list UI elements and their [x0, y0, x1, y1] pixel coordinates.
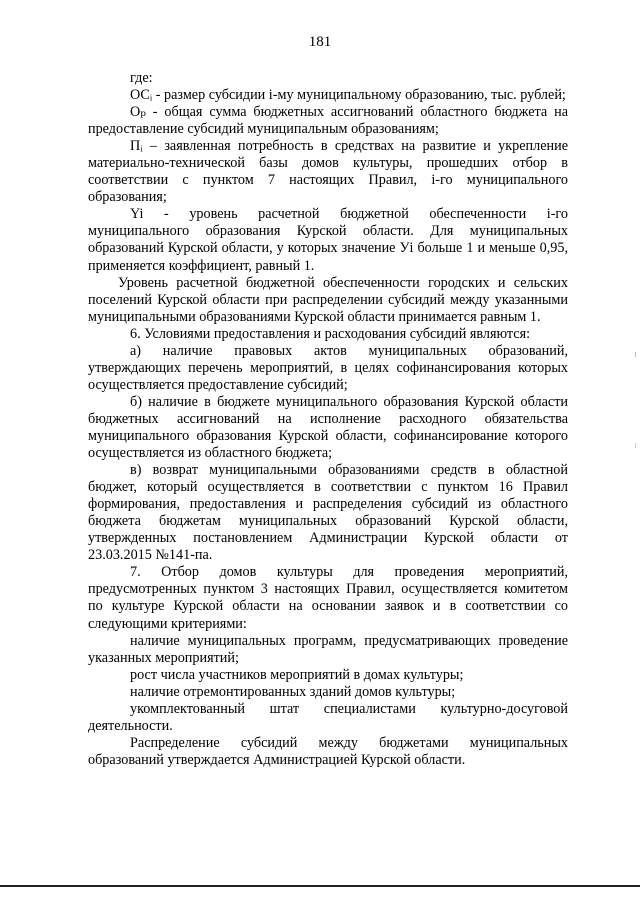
paragraph: наличие муниципальных программ, предусматривающих проведение указанных мероприятий;	[88, 632, 568, 666]
document-body	[88, 70, 568, 769]
paragraph: Yi - уровень расчетной бюджетной обеспеченности i-го муниципального образования Курской области. Для муниципальных образований Курской области, у которых значение Уi больше 1 и меньше 0,95, применяется коэффициент, равный 1.	[88, 206, 568, 274]
paragraph: Оₚ - общая сумма бюджетных ассигнований областного бюджета на предоставление субсидий муниципальным образованиям;	[88, 104, 568, 138]
paragraph: рост числа участников мероприятий в домах культуры;	[130, 666, 464, 683]
paragraph: наличие отремонтированных зданий домов культуры;	[130, 683, 456, 700]
paragraph: укомплектованный штат специалистами культурно-досуговой деятельности.	[88, 700, 568, 734]
paragraph: б) наличие в бюджете муниципального образования Курской области бюджетных ассигнований на исполнение расходного обязательства муниципального образования Курской области, софинансирование которого осуществляется из областного бюджета;	[88, 393, 568, 462]
paragraph: Распределение субсидий между бюджетами муниципальных образований утверждается Администрацией Курской области.	[88, 734, 568, 768]
paragraph: 7. Отбор домов культуры для проведения мероприятий, предусмотренных пунктом 3 настоящих Правил, осуществляется комитетом по культуре Курской области на основании заявок и в соответствии со следующими критериями:	[88, 564, 568, 632]
paragraph: в) возврат муниципальными образованиями средств в областной бюджет, который осуществляется в соответствии с пунктом 16 Правил формирования, предоставления и распределения субсидий из областного бюджета бюджетам муниципальных образований Курской области, утвержденных постановлением Администрации Курской области от 23.03.2015 №141-па.	[88, 462, 568, 564]
page-number: 181	[308, 34, 332, 50]
paragraph: а) наличие правовых актов муниципальных образований, утверждающих перечень мероприятий, в целях софинансирования которых осуществляется предоставление субсидий;	[88, 342, 568, 393]
paragraph: Пᵢ – заявленная потребность в средствах на развитие и укрепление материально-технической базы домов культуры, прошедших отбор в соответствии с пунктом 7 настоящих Правил, i-го муниципального образования;	[88, 138, 568, 206]
page-bottom-border	[0, 885, 640, 887]
paragraph: ОСᵢ - размер субсидии i-му муниципальному образованию, тыс. рублей;	[130, 87, 566, 104]
paragraph: где:	[130, 70, 153, 86]
paragraph: Уровень расчетной бюджетной обеспеченности городских и сельских поселений Курской области при распределении субсидий между указанными муниципальными образованиями Курской области принимается равным 1.	[88, 274, 568, 325]
paragraph: 6. Условиями предоставления и расходования субсидий являются:	[130, 325, 531, 342]
scan-edge-marks	[635, 300, 636, 560]
